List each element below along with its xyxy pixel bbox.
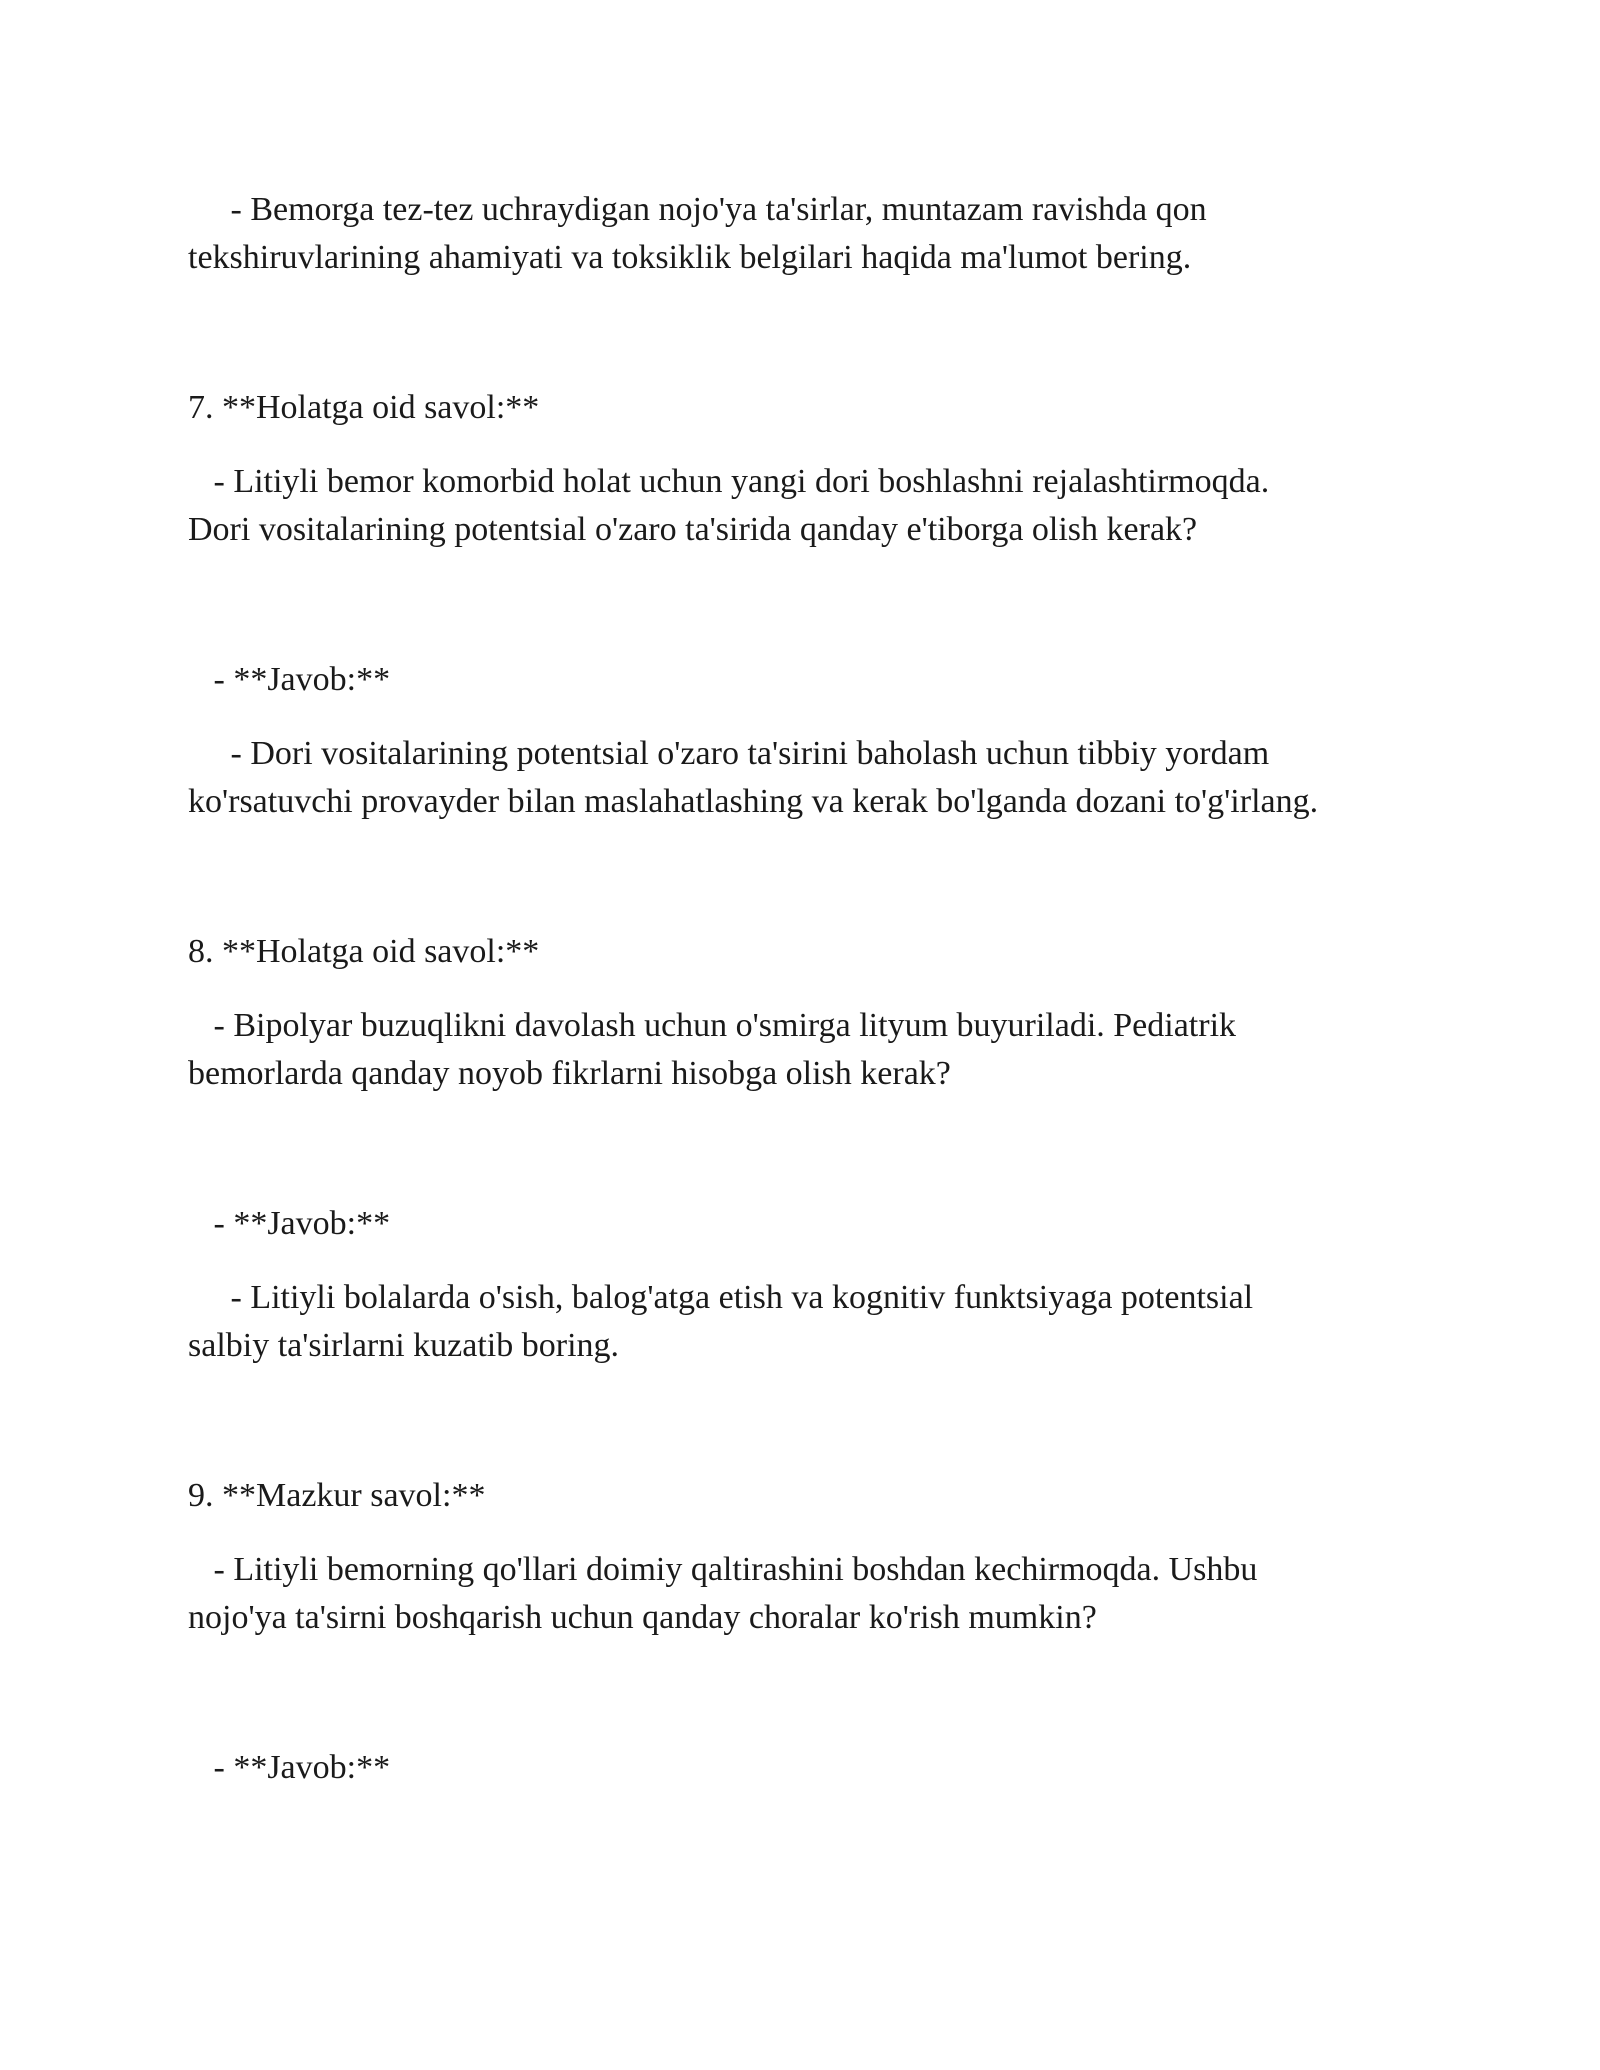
answer-8-text-line-1: - Litiyli bolalarda o'sish, balog'atga etish va kognitiv funktsiyaga potentsial bbox=[188, 1279, 1254, 1316]
answer-8-heading: - **Javob:** bbox=[188, 1205, 391, 1242]
question-7-text-line-1: - Litiyli bemor komorbid holat uchun yangi dori boshlashni rejalashtirmoqda. bbox=[188, 463, 1270, 500]
question-8-text-line-1: - Bipolyar buzuqlikni davolash uchun o'smirga lityum buyuriladi. Pediatrik bbox=[188, 1007, 1237, 1044]
question-8-text-line-2: bemorlarda qanday noyob fikrlarni hisobga olish kerak? bbox=[188, 1055, 951, 1092]
question-7-heading: 7. **Holatga oid savol:** bbox=[188, 389, 540, 426]
question-8-heading: 8. **Holatga oid savol:** bbox=[188, 933, 540, 970]
question-9-heading: 9. **Mazkur savol:** bbox=[188, 1477, 486, 1514]
answer-9-heading: - **Javob:** bbox=[188, 1749, 391, 1786]
answer-6-text-line-2: tekshiruvlarining ahamiyati va toksiklik belgilari haqida ma'lumot bering. bbox=[188, 239, 1192, 276]
answer-8-text-line-2: salbiy ta'sirlarni kuzatib boring. bbox=[188, 1327, 620, 1364]
answer-7-text-line-1: - Dori vositalarining potentsial o'zaro ta'sirini baholash uchun tibbiy yordam bbox=[188, 735, 1270, 772]
question-9-text-line-1: - Litiyli bemorning qo'llari doimiy qaltirashini boshdan kechirmoqda. Ushbu bbox=[188, 1551, 1258, 1588]
answer-7-text-line-2: ko'rsatuvchi provayder bilan maslahatlashing va kerak bo'lganda dozani to'g'irlang. bbox=[188, 783, 1319, 820]
question-9-text-line-2: nojo'ya ta'sirni boshqarish uchun qanday choralar ko'rish mumkin? bbox=[188, 1599, 1097, 1636]
question-7-text-line-2: Dori vositalarining potentsial o'zaro ta'sirida qanday e'tiborga olish kerak? bbox=[188, 511, 1198, 548]
answer-7-heading: - **Javob:** bbox=[188, 661, 391, 698]
answer-6-text-line-1: - Bemorga tez-tez uchraydigan nojo'ya ta'sirlar, muntazam ravishda qon bbox=[188, 191, 1207, 228]
